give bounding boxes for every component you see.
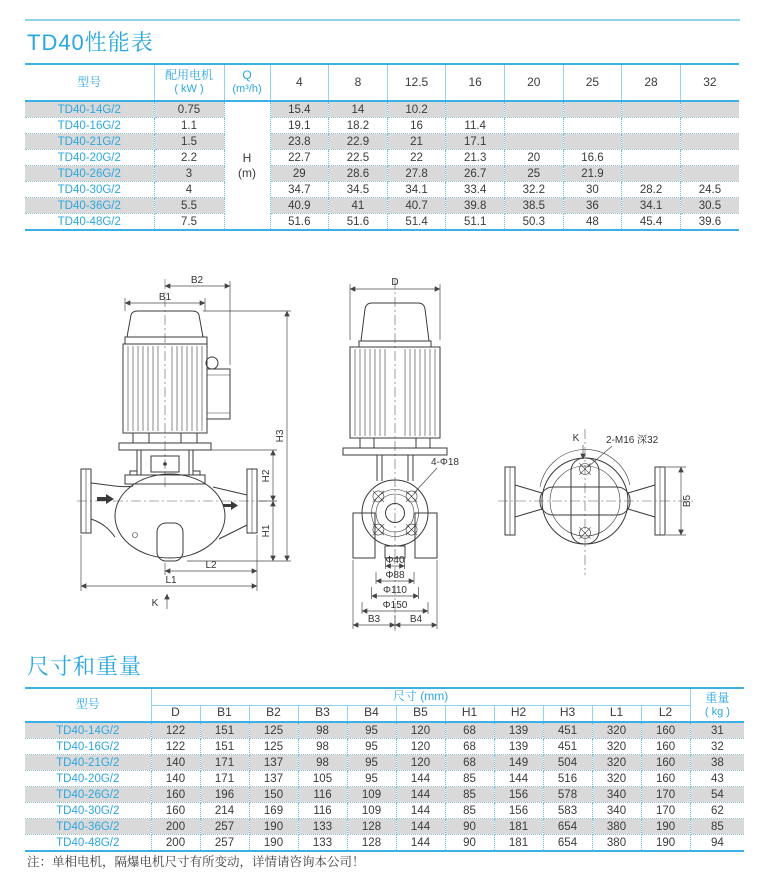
performance-row (25, 198, 739, 214)
performance-row (25, 118, 739, 134)
bolt-hole (373, 524, 384, 535)
dim-label-b3: B3 (367, 614, 381, 625)
dim-value-cell: 171 (200, 755, 249, 771)
dim-value-cell: 133 (298, 819, 347, 835)
head-value-cell: 22.5 (329, 150, 388, 166)
footnote: 注：单相电机，隔爆电机尺寸有所变动，详情请咨询本公司！ (27, 855, 365, 869)
head-value-cell: 21.3 (446, 150, 505, 166)
dim-value-cell: 151 (200, 722, 249, 739)
dimensions-row (25, 835, 744, 852)
dim-value-cell: 516 (543, 771, 592, 787)
dim-value-cell: 144 (396, 771, 445, 787)
motor-kw-cell: 2.2 (154, 150, 224, 166)
head-value-cell: 27.8 (387, 166, 446, 182)
weight-cell: 62 (690, 803, 744, 819)
dim-value-cell: 160 (151, 803, 200, 819)
dim-value-cell: 181 (494, 835, 543, 852)
model-cell: TD40-20G/2 (25, 150, 154, 166)
dim-value-cell: 125 (249, 739, 298, 755)
dim-label-b4: B4 (409, 614, 423, 625)
dimensions-row (25, 722, 744, 739)
dim-value-cell: 190 (249, 819, 298, 835)
dim-value-cell: 68 (445, 739, 494, 755)
model-cell: TD40-48G/2 (25, 835, 151, 852)
dim-value-cell: 90 (445, 835, 494, 852)
head-value-cell (680, 118, 739, 134)
performance-row (25, 182, 739, 198)
dim-value-cell: 122 (151, 739, 200, 755)
head-value-cell: 24.5 (680, 182, 739, 198)
dim-value-cell: 120 (396, 722, 445, 739)
head-value-cell: 26.7 (446, 166, 505, 182)
model-cell: TD40-26G/2 (25, 166, 154, 182)
model-cell: TD40-16G/2 (25, 739, 151, 755)
dim-value-cell: 144 (396, 819, 445, 835)
dimensions-row (25, 819, 744, 835)
dim-value-cell: 190 (641, 835, 690, 852)
dim-value-cell: 137 (249, 771, 298, 787)
performance-row (25, 101, 739, 118)
dim-value-cell: 120 (396, 739, 445, 755)
tapped-hole (579, 527, 590, 538)
dim-label-b5: B5 (682, 494, 693, 508)
dim-value-cell: 451 (543, 739, 592, 755)
dim-value-cell: 122 (151, 722, 200, 739)
dim-label-thread: 2-M16 深32 (606, 435, 659, 446)
page-top-rule (25, 19, 740, 21)
dim-value-cell: 109 (347, 787, 396, 803)
dim-value-cell: 105 (298, 771, 347, 787)
terminal-box (207, 369, 230, 419)
col-header-dim: H3 (543, 705, 592, 722)
head-value-cell: 22.7 (270, 150, 329, 166)
head-value-cell: 21.9 (563, 166, 622, 182)
dim-value-cell: 116 (298, 803, 347, 819)
dim-value-cell: 654 (543, 819, 592, 835)
dimensions-row (25, 755, 744, 771)
head-value-cell: 20 (505, 150, 564, 166)
dim-value-cell: 128 (347, 835, 396, 852)
head-value-cell: 51.6 (329, 214, 388, 231)
dim-value-cell: 181 (494, 819, 543, 835)
col-header-dim: L2 (641, 705, 690, 722)
col-header-dim: B4 (347, 705, 396, 722)
head-value-cell: 36 (563, 198, 622, 214)
head-value-cell: 10.2 (387, 101, 446, 118)
weight-cell: 31 (690, 722, 744, 739)
weight-cell: 94 (710, 836, 724, 849)
performance-section-title: TD40性能表 (27, 30, 154, 55)
col-header-motor: 配用电机 ( kW ) (154, 64, 224, 101)
performance-table (25, 63, 739, 231)
dim-value-cell: 504 (543, 755, 592, 771)
model-cell: TD40-21G/2 (25, 134, 154, 150)
dim-value-cell: 320 (592, 722, 641, 739)
motor-kw-cell: 3 (154, 166, 224, 182)
head-value-cell: 48 (563, 214, 622, 231)
col-header-dim: B2 (249, 705, 298, 722)
head-value-cell: 38.5 (505, 198, 564, 214)
dim-value-cell: 340 (592, 787, 641, 803)
head-value-cell: 15.4 (270, 101, 329, 118)
performance-row (25, 166, 739, 182)
dim-value-cell: 578 (543, 787, 592, 803)
drawing-top-view (498, 429, 695, 575)
motor-kw-cell: 5.5 (154, 198, 224, 214)
performance-row (25, 150, 739, 166)
head-value-cell (505, 134, 564, 150)
dim-label-h3: H3 (275, 429, 286, 443)
dim-value-cell: 190 (249, 835, 298, 852)
dim-value-cell: 340 (592, 803, 641, 819)
performance-row (25, 134, 739, 150)
dim-label-d40: Φ40 (385, 555, 405, 566)
motor-kw-cell: 0.75 (154, 101, 224, 118)
head-value-cell: 21 (387, 134, 446, 150)
dim-value-cell: 200 (151, 819, 200, 835)
dim-value-cell: 140 (151, 755, 200, 771)
dim-label-b1: B1 (158, 292, 172, 303)
dim-value-cell: 150 (249, 787, 298, 803)
dim-value-cell: 68 (445, 755, 494, 771)
dimensions-header-row-group (25, 688, 744, 705)
performance-row (25, 214, 739, 231)
head-value-cell (446, 101, 505, 118)
dimensions-row (25, 787, 744, 803)
drawing-side-view (77, 275, 291, 609)
lifting-eye (206, 357, 218, 369)
dim-label-d88: Φ88 (385, 570, 405, 581)
head-value-cell: 23.8 (270, 134, 329, 150)
head-value-cell: 34.7 (270, 182, 329, 198)
head-value-cell: 50.3 (505, 214, 564, 231)
col-header-dim: B5 (396, 705, 445, 722)
head-value-cell (680, 134, 739, 150)
col-header-flow-value: 12.5 (387, 64, 446, 101)
head-value-cell: 19.1 (270, 118, 329, 134)
model-cell: TD40-16G/2 (25, 118, 154, 134)
dim-label-h2: H2 (261, 469, 272, 483)
head-value-cell: 30.5 (680, 198, 739, 214)
model-cell: TD40-30G/2 (25, 803, 151, 819)
dim-value-cell: 190 (641, 819, 690, 835)
col-header-dim: B1 (200, 705, 249, 722)
head-value-cell: 51.6 (270, 214, 329, 231)
drain-plug (133, 533, 138, 538)
dim-value-cell: 116 (298, 787, 347, 803)
dim-value-cell: 451 (543, 722, 592, 739)
flow-arrow-out (223, 501, 238, 510)
head-value-cell (563, 134, 622, 150)
head-value-cell: 16.6 (563, 150, 622, 166)
head-value-cell: 45.4 (622, 214, 681, 231)
dimensions-table-body (25, 722, 744, 851)
weight-cell: 54 (690, 787, 744, 803)
col-header-model-2: 型号 (25, 688, 151, 722)
head-value-cell (680, 166, 739, 182)
volute-body (115, 474, 225, 558)
col-header-flow: Q (m³/h) (224, 64, 270, 101)
col-header-dim: B3 (298, 705, 347, 722)
col-header-weight: 重量 ( kg ) (690, 688, 744, 722)
weight-cell: 85 (690, 819, 744, 835)
head-value-cell (680, 150, 739, 166)
dim-value-cell: 95 (347, 771, 396, 787)
dim-value-cell: 98 (298, 739, 347, 755)
dim-value-cell: 68 (445, 722, 494, 739)
head-value-cell: 14 (329, 101, 388, 118)
head-value-cell (563, 118, 622, 134)
head-value-cell (622, 101, 681, 118)
model-cell: TD40-14G/2 (25, 101, 154, 118)
model-cell: TD40-20G/2 (25, 771, 151, 787)
dimensions-table-container (25, 687, 744, 852)
weight-cell: 38 (690, 755, 744, 771)
model-cell: TD40-36G/2 (25, 819, 151, 835)
dim-label-bolt-holes: 4-Φ18 (431, 457, 459, 468)
dim-value-cell: 320 (592, 755, 641, 771)
col-header-dim: D (151, 705, 200, 722)
dim-value-cell: 109 (347, 803, 396, 819)
head-unit-cell: H (m) (224, 101, 270, 230)
head-value-cell (622, 134, 681, 150)
dim-value-cell: 171 (200, 771, 249, 787)
dim-value-cell: 85 (445, 803, 494, 819)
dim-value-cell: 214 (200, 803, 249, 819)
dim-value-cell: 160 (641, 722, 690, 739)
model-cell: TD40-30G/2 (25, 182, 154, 198)
head-value-cell: 28.2 (622, 182, 681, 198)
head-value-cell: 40.7 (387, 198, 446, 214)
dim-value-cell: 95 (347, 755, 396, 771)
dimensions-table (25, 687, 744, 852)
dim-label-b2: B2 (190, 275, 204, 286)
col-header-dim: L1 (592, 705, 641, 722)
dim-value-cell: 160 (151, 787, 200, 803)
head-value-cell: 51.4 (387, 214, 446, 231)
dim-value-cell: 95 (347, 739, 396, 755)
model-cell: TD40-21G/2 (25, 755, 151, 771)
col-header-flow-value: 32 (703, 74, 717, 89)
head-value-cell: 22.9 (329, 134, 388, 150)
head-value-cell: 32.2 (505, 182, 564, 198)
technical-drawings (25, 258, 740, 646)
weight-cell: 32 (690, 739, 744, 755)
head-value-cell: 39.8 (446, 198, 505, 214)
head-value-cell: 11.4 (446, 118, 505, 134)
col-header-flow-value: 16 (446, 64, 505, 101)
col-header-flow-value: 28 (622, 64, 681, 101)
dim-value-cell: 98 (298, 755, 347, 771)
col-header-model: 型号 (25, 64, 154, 101)
bolt-hole (406, 524, 417, 535)
dim-value-cell: 151 (200, 739, 249, 755)
dimensions-row (25, 771, 744, 787)
dim-label-d110: Φ110 (383, 585, 407, 596)
dim-value-cell: 257 (200, 819, 249, 835)
col-header-dims-group: 尺寸 (mm) (151, 688, 690, 705)
dimensions-row (25, 803, 744, 819)
dim-value-cell: 654 (543, 835, 592, 852)
weight-cell: 43 (690, 771, 744, 787)
dim-value-cell: 160 (641, 771, 690, 787)
head-value-cell: 39.6 (698, 215, 722, 228)
col-header-dim: H1 (445, 705, 494, 722)
dim-label-l1: L1 (165, 575, 177, 586)
dim-value-cell: 196 (200, 787, 249, 803)
head-value-cell: 51.1 (446, 214, 505, 231)
head-value-cell (622, 166, 681, 182)
view-label-k: K (151, 598, 159, 609)
dimensions-section-title: 尺寸和重量 (27, 654, 143, 679)
dim-value-cell: 98 (298, 722, 347, 739)
head-value-cell (680, 101, 739, 118)
dim-value-cell: 156 (494, 787, 543, 803)
head-value-cell (563, 101, 622, 118)
dim-value-cell: 85 (445, 787, 494, 803)
head-value-cell (622, 150, 681, 166)
dim-value-cell: 320 (592, 739, 641, 755)
motor-kw-cell: 4 (154, 182, 224, 198)
dim-value-cell: 160 (641, 739, 690, 755)
dim-value-cell: 140 (151, 771, 200, 787)
head-value-cell: 34.1 (622, 198, 681, 214)
head-value-cell: 34.5 (329, 182, 388, 198)
head-value-cell: 34.1 (387, 182, 446, 198)
dim-label-d150: Φ150 (382, 600, 408, 611)
dim-value-cell: 144 (396, 787, 445, 803)
dim-value-cell: 156 (494, 803, 543, 819)
head-value-cell (622, 118, 681, 134)
dim-value-cell: 128 (347, 819, 396, 835)
col-header-flow-value: 20 (505, 64, 564, 101)
head-value-cell (505, 118, 564, 134)
dim-value-cell: 170 (641, 803, 690, 819)
flow-arrow-in (97, 494, 114, 504)
motor-kw-cell: 1.5 (154, 134, 224, 150)
dim-value-cell: 257 (200, 835, 249, 852)
dim-value-cell: 149 (494, 755, 543, 771)
dim-value-cell: 169 (249, 803, 298, 819)
head-value-cell (505, 101, 564, 118)
head-value-cell: 25 (505, 166, 564, 182)
dim-value-cell: 95 (347, 722, 396, 739)
motor-kw-cell: 1.1 (154, 118, 224, 134)
dim-value-cell: 583 (543, 803, 592, 819)
dim-label-h1: H1 (261, 524, 272, 538)
motor-kw-cell: 7.5 (154, 214, 224, 231)
head-value-cell: 41 (329, 198, 388, 214)
head-value-cell: 17.1 (446, 134, 505, 150)
head-value-cell: 33.4 (446, 182, 505, 198)
head-value-cell: 28.6 (329, 166, 388, 182)
head-value-cell: 30 (563, 182, 622, 198)
dim-value-cell: 144 (494, 771, 543, 787)
head-value-cell: 40.9 (270, 198, 329, 214)
dim-value-cell: 120 (396, 755, 445, 771)
bolt-hole (406, 491, 417, 502)
dim-value-cell: 380 (592, 819, 641, 835)
dim-value-cell: 125 (249, 722, 298, 739)
dim-value-cell: 144 (396, 803, 445, 819)
col-header-dim: H2 (494, 705, 543, 722)
dim-label-l2: L2 (205, 560, 217, 571)
dim-value-cell: 137 (249, 755, 298, 771)
view-label-k-top: K (572, 433, 580, 444)
dim-value-cell: 139 (494, 722, 543, 739)
performance-header-row (25, 64, 739, 101)
seal-boss (157, 523, 183, 561)
dim-value-cell: 90 (445, 819, 494, 835)
dim-label-d: D (391, 277, 399, 288)
performance-table-body (25, 101, 739, 230)
dimensions-row (25, 739, 744, 755)
dim-value-cell: 380 (592, 835, 641, 852)
head-value-cell: 18.2 (329, 118, 388, 134)
dim-value-cell: 320 (592, 771, 641, 787)
performance-table-container (25, 63, 739, 231)
model-cell: TD40-48G/2 (25, 214, 154, 231)
model-cell: TD40-14G/2 (25, 722, 151, 739)
drawing-front-view (343, 277, 459, 631)
col-header-flow-value: 25 (563, 64, 622, 101)
model-cell: TD40-36G/2 (25, 198, 154, 214)
dim-value-cell: 139 (494, 739, 543, 755)
head-value-cell: 22 (387, 150, 446, 166)
model-cell: TD40-26G/2 (25, 787, 151, 803)
dim-value-cell: 170 (641, 787, 690, 803)
head-value-cell: 16 (387, 118, 446, 134)
bolt-hole (373, 491, 384, 502)
head-value-cell: 29 (270, 166, 329, 182)
dim-value-cell: 144 (396, 835, 445, 852)
dim-value-cell: 133 (298, 835, 347, 852)
dim-value-cell: 160 (641, 755, 690, 771)
col-header-flow-value: 8 (329, 64, 388, 101)
dim-value-cell: 85 (445, 771, 494, 787)
col-header-flow-value: 4 (270, 64, 329, 101)
dim-value-cell: 200 (151, 835, 200, 852)
